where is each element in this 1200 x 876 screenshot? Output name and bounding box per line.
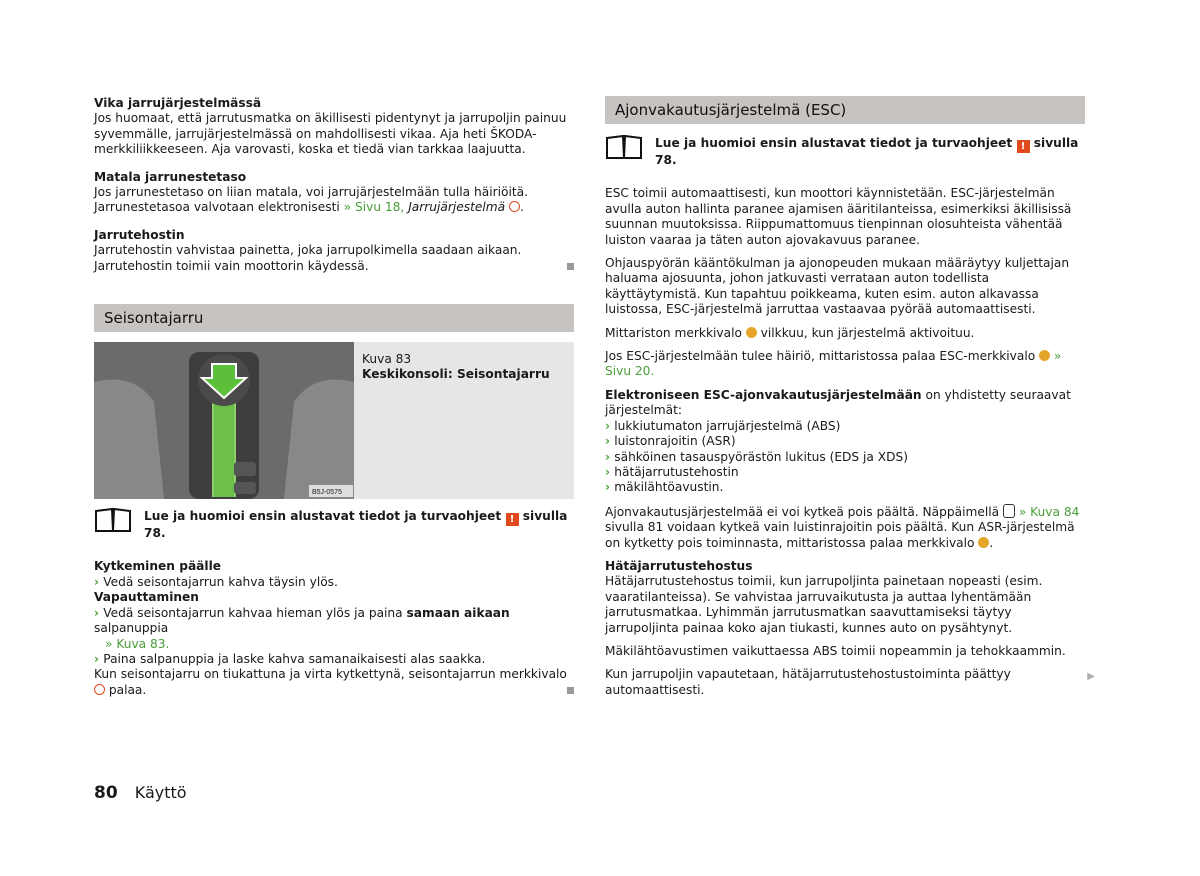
sivu-20-link[interactable]: » Sivu 20. bbox=[605, 349, 1062, 379]
esc-p1: ESC toimii automaattisesti, kun moottori käynnistetään. ESC-järjestelmän avulla auton hallinta paranee ajamisen ääritilanteissa, esimerkiksi äkillisissä suunnan muutoksissa. Riippumattomuus tienpinnan olosuhteista vähentää luiston vaaraa ja täten auton ajovakavuus paranee. bbox=[605, 186, 1072, 247]
figure-83 bbox=[94, 342, 574, 499]
hata-title: Hätäjarrutustehostus bbox=[605, 558, 753, 573]
parking-brake-illustration bbox=[94, 342, 354, 499]
jarrutehostin-title: Jarrutehostin bbox=[94, 227, 185, 242]
section-header-seisontajarru: Seisontajarru bbox=[94, 304, 574, 332]
parking-brake-icon bbox=[94, 684, 105, 695]
vapauttaminen-step-1: › Vedä seisontajarrun kahvaa hieman ylös ja paina samaan aikaan salpanuppia bbox=[94, 606, 574, 637]
vapauttaminen-step-2: › Paina salpanuppia ja laske kahva samanaikaisesti alas saakka. bbox=[94, 652, 574, 667]
esc-button-icon bbox=[1003, 504, 1015, 518]
continue-arrow-icon: ▶ bbox=[1087, 670, 1095, 682]
footer-section: Käyttö bbox=[134, 783, 187, 802]
kytkeminen-title: Kytkeminen päälle bbox=[94, 559, 222, 574]
list-item: › lukkiutumaton jarrujärjestelmä (ABS) bbox=[605, 419, 1085, 434]
esc-light-icon bbox=[746, 327, 757, 338]
vika-title: Vika jarrujärjestelmässä bbox=[94, 96, 262, 110]
closing-text: Kun seisontajarru on tiukattuna ja virta kytkettynä, seisontajarrun merkkivalo palaa. bbox=[94, 667, 574, 698]
section-end-mark bbox=[567, 687, 574, 694]
kuva-84-link[interactable]: » Kuva 84 bbox=[1018, 504, 1080, 519]
list-item: › sähköinen tasauspyörästön lukitus (EDS ja XDS) bbox=[605, 450, 1085, 465]
list-item: › mäkilähtöavustin. bbox=[605, 480, 1085, 495]
asr-off-icon bbox=[978, 537, 989, 548]
book-icon bbox=[605, 134, 643, 160]
esc-p6: Ajonvakautusjärjestelmää ei voi kytkeä pois päältä. Näppäimellä » Kuva 84 sivulla 81 voidaan kytkeä vain luistinrajoitin pois päältä. Kun ASR-järjestelmä on kytketty pois toiminnasta, mittaristossa palaa merkkivalo . bbox=[605, 504, 1080, 550]
section-end-mark bbox=[567, 263, 574, 270]
esc-system-list bbox=[605, 419, 1085, 496]
safety-note-right: Lue ja huomioi ensin alustavat tiedot ja turvaohjeet ! sivulla 78. bbox=[605, 134, 1085, 168]
esc-p2: Ohjauspyörän kääntökulman ja ajonopeuden mukaan määräytyy kuljettajan haluama ajosuunta, johon jatkuvasti verrataan auton todellista käyttäytymistä. Kun tapahtuu poikkeama, kuten esim. auton alkavassa luistossa, ESC-järjestelmä jarruttaa vastaavaa pyörää automaattisesti. bbox=[605, 256, 1070, 317]
kuva-83-link[interactable]: » Kuva 83. bbox=[105, 636, 170, 651]
esc-p8: Kun jarrupoljin vapautetaan, hätäjarrutustehostustoiminta päättyy automaattisesti. bbox=[605, 667, 1011, 697]
matala-text: Jos jarrunestetaso on liian matala, voi jarrujärjestelmään tulla häiriöitä. Jarrunestetasoa valvotaan elektronisesti » Sivu 18, Jarrujärjestelmä . bbox=[94, 185, 528, 215]
figure-code: B5J-0575 bbox=[312, 489, 342, 497]
safety-note-left: Lue ja huomioi ensin alustavat tiedot ja turvaohjeet ! sivulla 78. bbox=[94, 507, 574, 541]
warning-icon: ! bbox=[1017, 140, 1030, 153]
kytkeminen-step: › Vedä seisontajarrun kahva täysin ylös. bbox=[94, 575, 574, 590]
figure-number: Kuva 83 bbox=[362, 352, 412, 367]
warning-icon: ! bbox=[506, 513, 519, 526]
left-column bbox=[94, 96, 574, 710]
esc-light-icon bbox=[1039, 350, 1050, 361]
page-number: 80 bbox=[94, 783, 118, 803]
esc-p5: Elektroniseen ESC-ajonvakautusjärjestelmään on yhdistetty seuraavat järjestelmät: bbox=[605, 387, 1071, 418]
book-icon bbox=[94, 507, 132, 533]
page-footer bbox=[94, 785, 187, 801]
figure-title: Keskikonsoli: Seisontajarru bbox=[362, 367, 550, 382]
figure-caption bbox=[354, 342, 574, 499]
list-item: › hätäjarrutustehostin bbox=[605, 465, 1085, 480]
sivu-18-link[interactable]: » Sivu 18, bbox=[343, 200, 405, 215]
jarrutehostin-text: Jarrutehostin vahvistaa painetta, joka jarrupolkimella saadaan aikaan. Jarrutehostin toimii vain moottorin käydessä. bbox=[94, 243, 574, 274]
esc-p7: Mäkilähtöavustimen vaikuttaessa ABS toimii nopeammin ja tehokkaammin. bbox=[605, 643, 1066, 658]
esc-p3: Mittariston merkkivalo vilkkuu, kun järjestelmä aktivoituu. bbox=[605, 325, 975, 340]
esc-p4: Jos ESC-järjestelmään tulee häiriö, mittaristossa palaa ESC-merkkivalo » Sivu 20. bbox=[605, 349, 1062, 379]
right-column bbox=[605, 96, 1085, 706]
vika-text: Jos huomaat, että jarrutusmatka on äkillisesti pidentynyt ja jarrupoljin painuu syvemmälle, jarrujärjestelmässä on mahdollisesti vikaa. Aja heti ŠKODA-merkkiliikkeeseen. Aja varovasti, koska et tiedä vian tarkkaa laajuutta. bbox=[94, 111, 567, 157]
list-item: › luistonrajoitin (ASR) bbox=[605, 434, 1085, 449]
matala-title: Matala jarrunestetaso bbox=[94, 169, 247, 184]
brake-warning-icon bbox=[509, 201, 520, 212]
hata-text: Hätäjarrutustehostus toimii, kun jarrupoljinta painetaan nopeasti (esim. vaaratilanteissa). Se vahvistaa jarruvaikutusta ja auttaa lyhentämään jarrutusmatkaa. Lyhimmän jarrutusmatkan saavuttamiseksi täytyy jarrupoljinta painaa koko ajan tiukasti, kunnes auto on pysähtynyt. bbox=[605, 574, 1043, 635]
parking-brake-image bbox=[94, 342, 354, 499]
section-header-esc: Ajonvakautusjärjestelmä (ESC) bbox=[605, 96, 1085, 124]
vapauttaminen-title: Vapauttaminen bbox=[94, 590, 199, 605]
